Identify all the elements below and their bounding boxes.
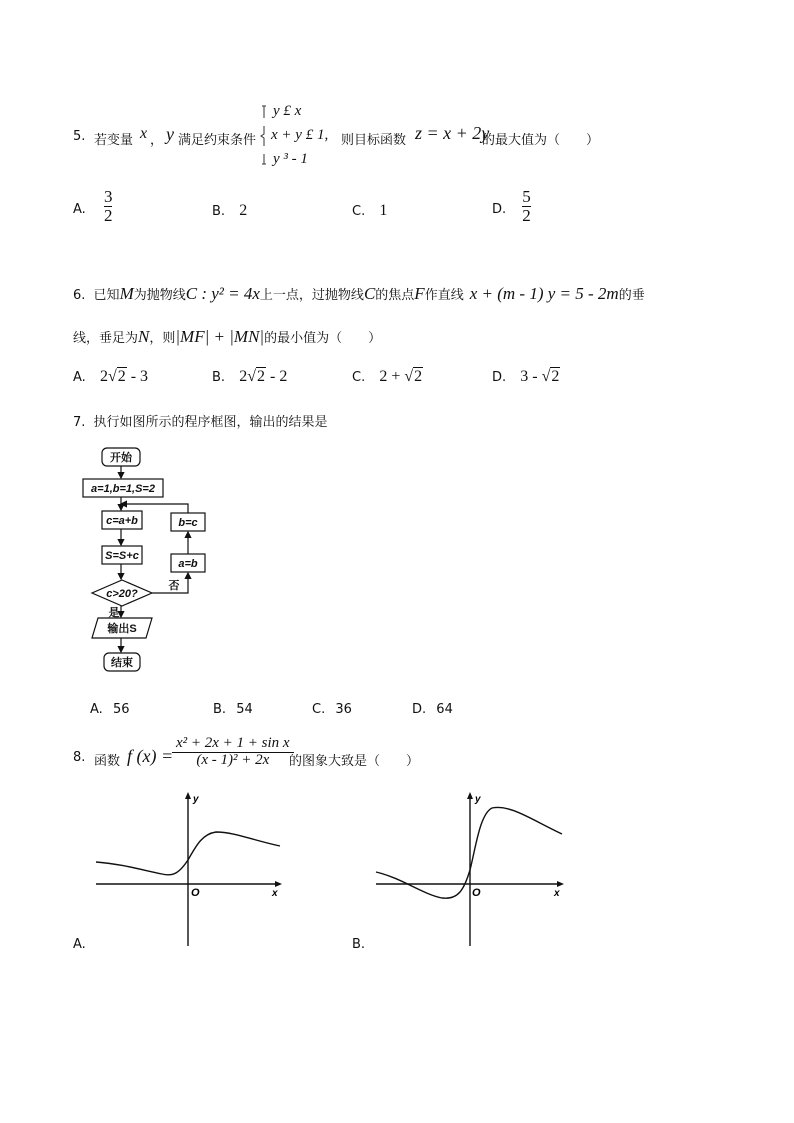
option-label: A. <box>90 702 103 717</box>
option-value: 2√2 - 2 <box>239 368 288 385</box>
flow-start: 开始 <box>110 452 132 464</box>
denominator: 2 <box>522 205 531 225</box>
option-pre: 2 <box>99 368 108 385</box>
option-value: 1 <box>379 202 388 219</box>
q6-text: 已知 <box>93 288 120 303</box>
graph-b-x-label: x <box>554 888 560 899</box>
q6-text: 作直线 <box>424 288 464 303</box>
q6-expression: |MF| + |MN| <box>175 327 265 346</box>
flow-no: 否 <box>168 580 180 592</box>
flow-init: a=1,b=1,S=2 <box>91 483 155 495</box>
flow-output: 输出S <box>107 623 137 635</box>
option-value: 2√2 - 3 <box>99 368 149 385</box>
q7-flowchart <box>80 440 220 680</box>
q5-then-text: 则目标函数 <box>341 133 407 148</box>
q5-system-brace <box>259 104 269 168</box>
option-pre: 3 - <box>520 368 538 385</box>
q6-var-F: F <box>414 284 425 303</box>
flow-cond: c>20? <box>106 588 138 600</box>
q8-lead: 函数 <box>94 754 121 769</box>
flow-end: 结束 <box>111 657 133 669</box>
q6-var-M: M <box>119 284 134 303</box>
q5-var-x: x <box>140 125 148 142</box>
numerator: 3 <box>103 187 113 206</box>
option-label: A. <box>73 370 86 385</box>
q8-denominator: (x - 1)² + 2x <box>196 751 270 768</box>
q6-text: 上一点，过抛物线 <box>259 288 364 303</box>
q6-line1 <box>73 284 645 304</box>
flow-update-a: a=b <box>178 558 198 570</box>
flow-step1: c=a+b <box>106 515 138 527</box>
q5-option-c <box>352 202 387 220</box>
q6-line2 <box>73 327 381 347</box>
q6-text: ，则 <box>149 331 176 346</box>
option-label: D. <box>492 370 507 385</box>
option-radicand: 2 <box>414 368 423 385</box>
option-value: 3 - √2 <box>520 368 560 385</box>
option-label: B. <box>213 702 227 717</box>
q8-fx: f (x) = <box>127 746 174 766</box>
q7-text: 执行如图所示的程序框图，输出的结果是 <box>93 415 328 430</box>
q8-tail: 的图象大致是（ ） <box>289 754 420 769</box>
option-label: D. <box>412 702 427 717</box>
option-label: A. <box>73 202 86 217</box>
q5-constraint2: x + y £ 1, <box>271 127 329 143</box>
graph-b-origin: O <box>472 887 481 899</box>
q7-number: 7. <box>73 415 86 430</box>
q5-cond-text: 满足约束条件 <box>178 133 257 148</box>
q5-option-d <box>492 188 531 225</box>
q6-option-b <box>212 368 287 386</box>
q8-graph-b-label: B. <box>352 937 366 952</box>
option-label: B. <box>212 204 226 219</box>
q5-option-b <box>212 202 247 220</box>
q8-number: 8. <box>73 750 86 765</box>
option-fraction <box>104 188 113 225</box>
q5-option-a <box>73 188 112 225</box>
option-label: C. <box>352 204 366 219</box>
q7-option-d <box>412 702 453 717</box>
q8-graph-a <box>92 790 292 950</box>
q6-option-c <box>352 368 423 386</box>
q8-fraction-body <box>172 736 294 769</box>
q5-objective: z = x + 2y <box>415 123 490 143</box>
q6-var-N: N <box>138 327 150 346</box>
graph-a-x-label: x <box>272 888 278 899</box>
graph-a-y-label: y <box>193 794 199 805</box>
option-pre: 2 <box>239 368 248 385</box>
q6-text: 的焦点 <box>375 288 415 303</box>
option-label: C. <box>312 702 326 717</box>
option-label: C. <box>352 370 366 385</box>
denominator: 2 <box>103 205 113 225</box>
q6-text: 的最小值为（ ） <box>264 331 382 346</box>
q5-number: 5. <box>73 129 86 144</box>
q7-question <box>73 411 328 430</box>
q8-graph-b <box>372 790 572 950</box>
q7-option-a <box>90 702 129 717</box>
q6-var-C: C <box>363 284 376 303</box>
q5-constraint1: y £ x <box>273 103 302 119</box>
q8-numerator: x² + 2x + 1 + sin x <box>176 735 290 751</box>
option-value: 56 <box>112 702 130 717</box>
q6-line-equation: x + (m - 1) y = 5 - 2m <box>469 284 619 303</box>
q8-graph-a-label: A. <box>73 937 86 952</box>
option-fraction <box>522 188 531 225</box>
option-radicand: 2 <box>551 368 560 385</box>
option-value: 36 <box>335 702 352 717</box>
q6-parabola: C : y² = 4x <box>185 284 260 303</box>
flow-yes: 是 <box>108 607 120 619</box>
q6-option-d <box>492 368 560 386</box>
q5-comma: ， <box>150 133 164 148</box>
option-label: B. <box>212 370 226 385</box>
q7-option-c <box>312 702 352 717</box>
option-pre: 2 + <box>379 368 401 385</box>
q6-text: 的垂 <box>618 288 645 303</box>
q6-number: 6. <box>73 288 86 303</box>
option-radicand: 2 <box>117 368 126 385</box>
numerator: 5 <box>522 187 531 206</box>
q6-text: 线，垂足为 <box>73 331 139 346</box>
graph-b-y-label: y <box>475 794 481 805</box>
flow-step2: S=S+c <box>105 550 139 562</box>
q8-fraction <box>172 736 294 769</box>
option-post: - 3 <box>130 368 149 385</box>
option-post: - 2 <box>269 368 288 385</box>
q7-option-b <box>213 702 253 717</box>
option-value: 2 + √2 <box>379 368 423 385</box>
option-value: 64 <box>436 702 453 717</box>
q5-var-y: y <box>166 124 174 144</box>
q6-text: 为抛物线 <box>133 288 186 303</box>
q5-lead: 若变量 <box>94 133 134 148</box>
flow-update-b: b=c <box>178 517 198 529</box>
graph-a-origin: O <box>191 887 200 899</box>
q5-constraint3: y ³ - 1 <box>273 151 308 167</box>
q5-tail: 的最大值为（ ） <box>482 133 600 148</box>
option-value: 54 <box>236 702 253 717</box>
option-label: D. <box>492 202 507 217</box>
option-value: 2 <box>239 202 248 219</box>
option-radicand: 2 <box>256 368 265 385</box>
q6-option-a <box>73 368 148 386</box>
